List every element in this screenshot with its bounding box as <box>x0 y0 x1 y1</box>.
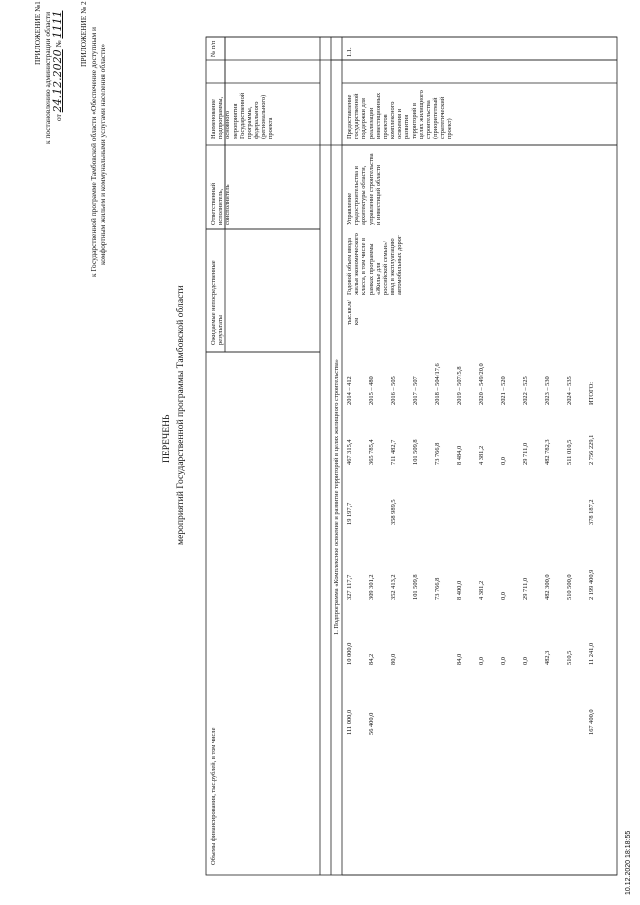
finance-cell-regional: 352 413,2 <box>390 574 397 600</box>
finance-cell-regional: 482 300,0 <box>544 574 551 600</box>
appendix2-title: ПРИЛОЖЕНИЕ № 2 <box>79 1 88 67</box>
finance-cell-federal: 19 197,7 <box>346 502 353 525</box>
finance-cell-val: 2021 – 520 <box>500 376 507 405</box>
finance-cell-total: 482 782,3 <box>544 439 551 465</box>
page-title: ПЕРЕЧЕНЬ <box>161 414 172 463</box>
finance-cell-local: 84,2 <box>368 653 375 665</box>
finance-cell-total: 467 315,4 <box>346 439 353 465</box>
appendix1-num: 1111 <box>51 10 64 39</box>
finance-cell-regional: 101 509,8 <box>412 574 419 600</box>
row-number: 1.1. <box>346 47 353 57</box>
finance-cell-total: 8 484,0 <box>456 445 463 465</box>
finance-cell-regional: 309 301,2 <box>368 574 375 600</box>
page-subtitle: мероприятий Государственной программы Тамбовской области <box>175 285 186 545</box>
finance-cell-local: 80,0 <box>390 653 397 665</box>
row-name: Предоставление государственной поддержки для реализации инвестиционных проектов комплексного освоения и развития территорий в целях жилищного строительства (приоритетный стратегический проект) <box>346 90 454 139</box>
finance-cell-val: ИТОГО: <box>588 382 595 405</box>
finance-cell-extra: 167 400,0 <box>588 709 595 735</box>
finance-cell-total: 511 010,5 <box>566 439 573 465</box>
finance-cell-total: 73 766,8 <box>434 442 441 465</box>
finance-cell-val: 2019 – 507/5,8 <box>456 366 463 405</box>
appendix1-num-prefix: № <box>54 40 63 48</box>
finance-cell-val: 2018 – 504/17,6 <box>434 363 441 405</box>
col-num-header: № п/п <box>210 40 217 57</box>
appendix2-line1: к Государственной программе Тамбовской области «Обеспечение доступным и <box>89 27 98 277</box>
appendix1-to: к постановлению администрации области <box>43 11 52 144</box>
finance-cell-total: 2 756 229,1 <box>588 434 595 465</box>
finance-cell-local: 11 241,0 <box>588 642 595 665</box>
finance-cell-federal: 378 187,2 <box>588 499 595 525</box>
finance-cell-val: 2022 – 525 <box>522 376 529 405</box>
finance-cell-regional: 0,0 <box>500 592 507 600</box>
finance-cell-total: 711 482,7 <box>390 439 397 465</box>
finance-cell-total: 365 785,4 <box>368 439 375 465</box>
finance-cell-federal: 358 989,5 <box>390 499 397 525</box>
finance-cell-total: 4 381,2 <box>478 445 485 465</box>
finance-cell-local: 84,0 <box>456 653 463 665</box>
appendix1-from: от <box>54 114 63 121</box>
finance-cell-val: 2016 – 505 <box>390 376 397 405</box>
finance-cell-extra: 56 400,0 <box>368 712 375 735</box>
col-finance-header: Объемы финансирования, тыс.рублей, в том числе <box>210 727 217 865</box>
subprogram-row: 1. Подпрограмма «Комплексное освоение и развитие территорий в целях жилищного строительства» <box>333 359 340 635</box>
finance-cell-val: 2015 – 480 <box>368 376 375 405</box>
finance-cell-total: 0,0 <box>500 457 507 465</box>
finance-cell-val: 2024 – 535 <box>566 376 573 405</box>
row-responsible: Управление градостроительства и архитектуры области, управление строительства и инвестиций области <box>346 153 382 225</box>
col-resp-header: Ответственный исполнитель, соисполнитель <box>210 182 232 225</box>
finance-cell-regional: 4 381,2 <box>478 580 485 600</box>
row-result-name: Годовой объем ввода жилья экономического класса, в том числе в рамках программы «Жилье для российской семьи»/ввод в эксплуатацию автомобильных дорог <box>346 233 404 295</box>
finance-cell-val: 2014 – 412 <box>346 376 353 405</box>
finance-cell-regional: 29 711,0 <box>522 577 529 600</box>
finance-cell-local: 510,5 <box>566 650 573 665</box>
finance-cell-val: 2023 – 530 <box>544 376 551 405</box>
appendix1-date: 24.12.2020 <box>51 49 64 113</box>
finance-cell-regional: 73 766,8 <box>434 577 441 600</box>
col-results-header: Ожидаемые непосредственные результаты <box>210 260 225 345</box>
finance-cell-val: 2020 – 549/20,0 <box>478 363 485 405</box>
row-unit: тыс.кв.м/ км <box>346 299 361 325</box>
finance-cell-total: 101 509,8 <box>412 439 419 465</box>
finance-cell-val: 2017 – 507 <box>412 376 419 405</box>
finance-cell-regional: 8 400,0 <box>456 580 463 600</box>
finance-cell-total: 29 711,0 <box>522 442 529 465</box>
finance-cell-local: 10 000,0 <box>346 642 353 665</box>
print-timestamp: 10.12.2020 18:18:55 <box>625 830 632 895</box>
finance-cell-local: 482,3 <box>544 650 551 665</box>
finance-cell-regional: 327 117,7 <box>346 574 353 600</box>
finance-cell-local: 0,0 <box>522 657 529 665</box>
finance-cell-regional: 510 500,0 <box>566 574 573 600</box>
appendix1-title: ПРИЛОЖЕНИЕ №1 <box>33 1 42 65</box>
finance-cell-local: 0,0 <box>500 657 507 665</box>
appendix2-line2: комфортным жильем и коммунальными услугами населения области» <box>98 43 107 265</box>
col-name-header: Наименование подпрограммы, основного мероприятия Государственной программы, федерального (регионального) проекта <box>210 92 275 139</box>
finance-cell-extra: 111 000,0 <box>346 709 353 735</box>
finance-cell-local: 0,0 <box>478 657 485 665</box>
finance-cell-regional: 2 199 400,9 <box>588 569 595 600</box>
